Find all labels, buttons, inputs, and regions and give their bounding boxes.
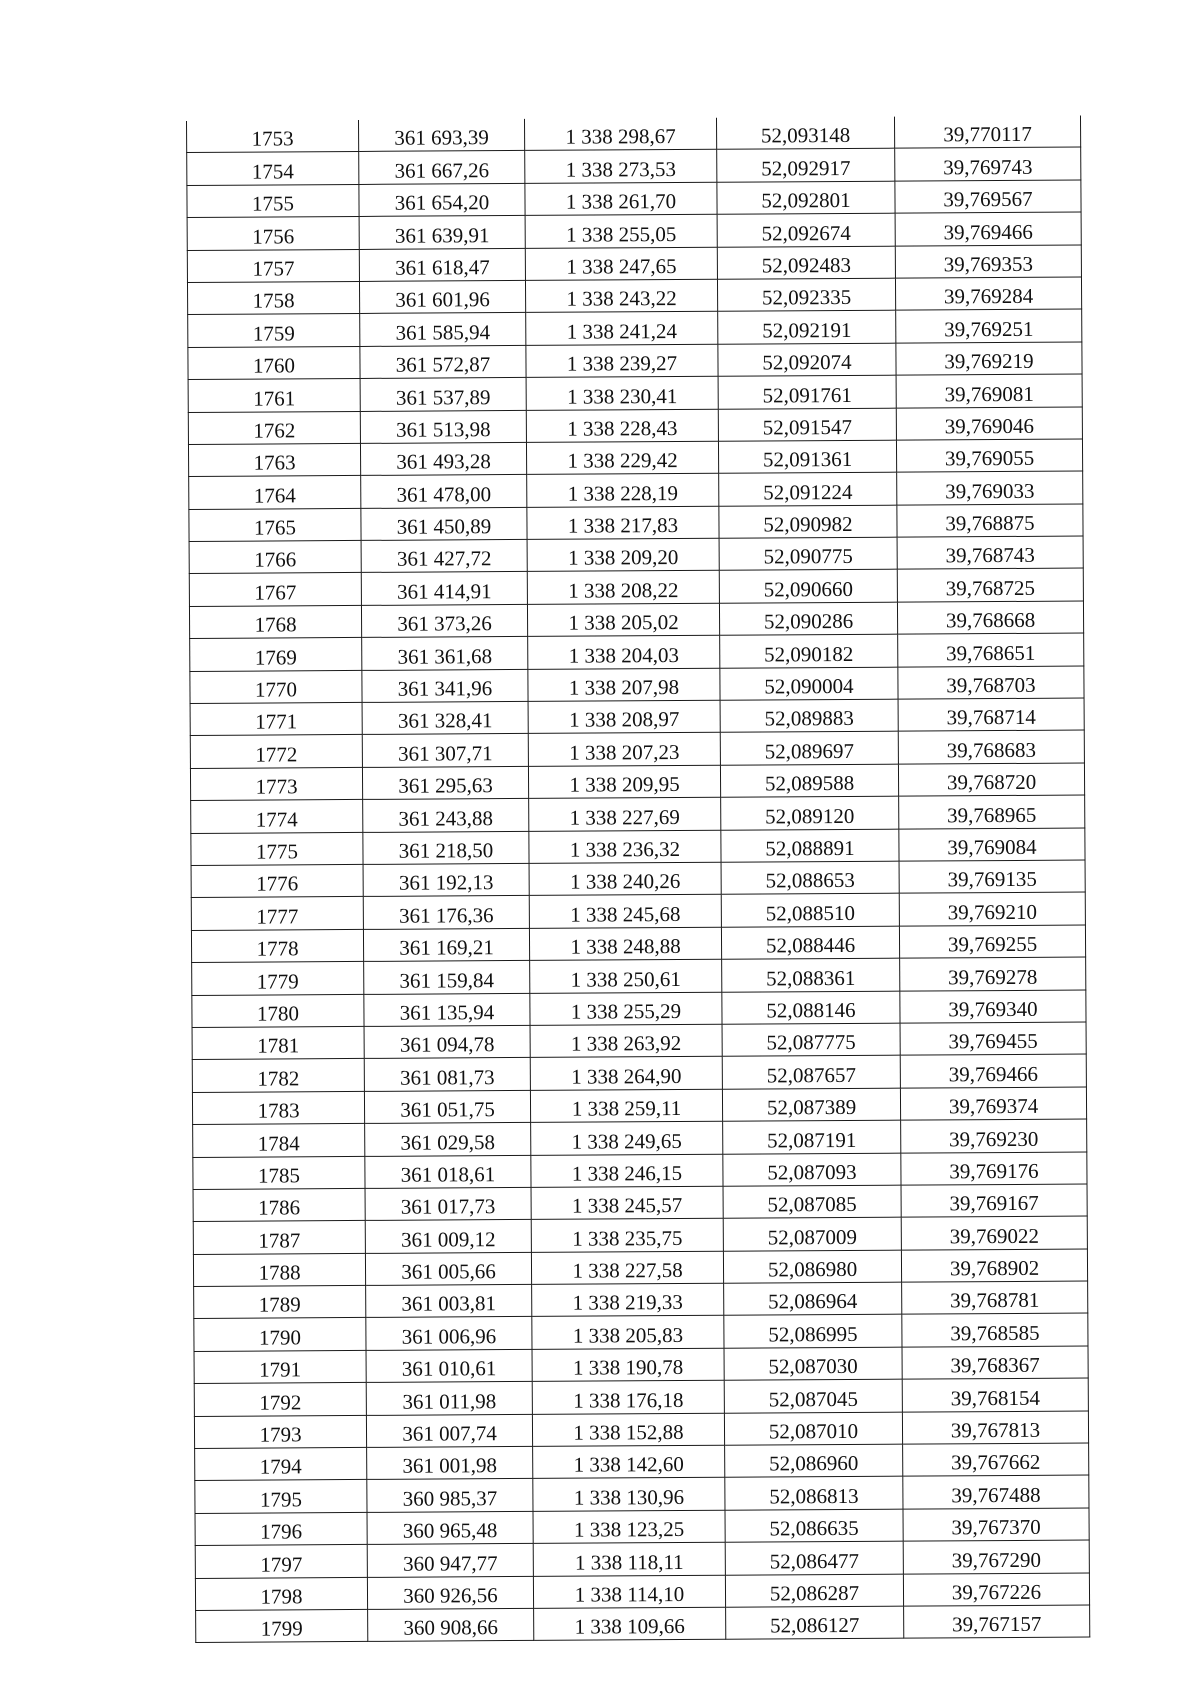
point-number-cell: 1776 <box>191 864 363 897</box>
latitude-cell: 52,088361 <box>722 958 900 991</box>
y-coordinate-cell: 1 338 273,53 <box>525 150 717 184</box>
x-coordinate-cell: 361 361,68 <box>362 637 528 670</box>
x-coordinate-cell: 361 585,94 <box>360 313 526 346</box>
longitude-cell: 39,770117 <box>894 116 1080 149</box>
point-number-cell: 1795 <box>195 1480 367 1513</box>
point-number-cell: 1796 <box>195 1512 367 1545</box>
longitude-cell: 39,767370 <box>903 1508 1089 1542</box>
latitude-cell: 52,091361 <box>718 440 896 473</box>
point-number-cell: 1768 <box>189 605 361 638</box>
y-coordinate-cell: 1 338 209,20 <box>527 538 719 572</box>
table-row <box>190 698 1084 736</box>
x-coordinate-cell: 361 192,13 <box>363 863 529 896</box>
y-coordinate-cell: 1 338 248,88 <box>529 927 721 961</box>
longitude-cell: 39,768743 <box>897 536 1083 570</box>
y-coordinate-cell: 1 338 130,96 <box>533 1478 725 1512</box>
y-coordinate-cell: 1 338 227,69 <box>529 797 721 831</box>
x-coordinate-cell: 361 017,73 <box>365 1187 531 1220</box>
table-row <box>193 1119 1087 1157</box>
latitude-cell: 52,092483 <box>717 246 895 279</box>
point-number-cell: 1760 <box>188 346 360 379</box>
x-coordinate-cell: 361 009,12 <box>365 1220 531 1253</box>
table-row <box>188 439 1082 477</box>
x-coordinate-cell: 361 341,96 <box>362 669 528 702</box>
latitude-cell: 52,086980 <box>723 1250 901 1283</box>
y-coordinate-cell: 1 338 217,83 <box>527 506 719 540</box>
point-number-cell: 1753 <box>186 120 358 153</box>
point-number-cell: 1774 <box>191 800 363 833</box>
latitude-cell: 52,087775 <box>722 1023 900 1056</box>
latitude-cell: 52,088510 <box>721 894 899 927</box>
longitude-cell: 39,769466 <box>900 1054 1086 1088</box>
latitude-cell: 52,092801 <box>717 181 895 214</box>
x-coordinate-cell: 361 159,84 <box>364 961 530 994</box>
y-coordinate-cell: 1 338 123,25 <box>533 1510 725 1544</box>
x-coordinate-cell: 361 176,36 <box>363 896 529 929</box>
y-coordinate-cell: 1 338 229,42 <box>526 441 718 475</box>
y-coordinate-cell: 1 338 261,70 <box>525 182 717 216</box>
table-row <box>193 1216 1087 1254</box>
table-row <box>196 1605 1090 1643</box>
latitude-cell: 52,092335 <box>717 278 895 311</box>
table-row <box>189 601 1083 639</box>
longitude-cell: 39,769022 <box>901 1216 1087 1250</box>
latitude-cell: 52,092191 <box>718 311 896 344</box>
x-coordinate-cell: 361 693,39 <box>358 119 524 152</box>
point-number-cell: 1767 <box>189 573 361 606</box>
point-number-cell: 1779 <box>192 962 364 995</box>
latitude-cell: 52,087009 <box>723 1217 901 1250</box>
y-coordinate-cell: 1 338 228,43 <box>526 409 718 443</box>
y-coordinate-cell: 1 338 247,65 <box>525 247 717 281</box>
x-coordinate-cell: 361 478,00 <box>361 475 527 508</box>
longitude-cell: 39,769219 <box>896 342 1082 376</box>
x-coordinate-cell: 361 654,20 <box>359 183 525 216</box>
point-number-cell: 1769 <box>190 638 362 671</box>
latitude-cell: 52,088891 <box>721 829 899 862</box>
longitude-cell: 39,768683 <box>898 730 1084 764</box>
longitude-cell: 39,769055 <box>896 439 1082 473</box>
table-row <box>187 245 1081 283</box>
point-number-cell: 1787 <box>193 1221 365 1254</box>
point-number-cell: 1790 <box>194 1318 366 1351</box>
point-number-cell: 1793 <box>194 1415 366 1448</box>
longitude-cell: 39,769567 <box>895 180 1081 214</box>
table-row <box>190 633 1084 671</box>
point-number-cell: 1791 <box>194 1350 366 1383</box>
latitude-cell: 52,086813 <box>725 1477 903 1510</box>
x-coordinate-cell: 361 007,74 <box>366 1414 532 1447</box>
point-number-cell: 1772 <box>190 735 362 768</box>
latitude-cell: 52,087030 <box>724 1347 902 1380</box>
longitude-cell: 39,767488 <box>903 1475 1089 1509</box>
y-coordinate-cell: 1 338 228,19 <box>527 474 719 508</box>
latitude-cell: 52,090775 <box>719 537 897 570</box>
y-coordinate-cell: 1 338 118,11 <box>533 1542 725 1576</box>
longitude-cell: 39,768367 <box>902 1346 1088 1380</box>
longitude-cell: 39,768902 <box>901 1249 1087 1283</box>
y-coordinate-cell: 1 338 209,95 <box>528 765 720 799</box>
table-row <box>193 1249 1087 1287</box>
y-coordinate-cell: 1 338 239,27 <box>526 344 718 378</box>
latitude-cell: 52,089697 <box>720 732 898 765</box>
y-coordinate-cell: 1 338 114,10 <box>533 1575 725 1609</box>
point-number-cell: 1761 <box>188 379 360 412</box>
point-number-cell: 1754 <box>187 152 359 185</box>
longitude-cell: 39,767662 <box>903 1443 1089 1477</box>
longitude-cell: 39,768703 <box>898 666 1084 700</box>
coordinates-table-body <box>186 116 1089 1643</box>
x-coordinate-cell: 361 169,21 <box>363 928 529 961</box>
x-coordinate-cell: 361 006,96 <box>366 1317 532 1350</box>
y-coordinate-cell: 1 338 208,97 <box>528 700 720 734</box>
table-row <box>194 1378 1088 1416</box>
table-row <box>193 1184 1087 1222</box>
x-coordinate-cell: 361 328,41 <box>362 701 528 734</box>
x-coordinate-cell: 360 908,66 <box>368 1608 534 1641</box>
longitude-cell: 39,768781 <box>902 1281 1088 1315</box>
point-number-cell: 1782 <box>192 1059 364 1092</box>
x-coordinate-cell: 361 667,26 <box>359 151 525 184</box>
point-number-cell: 1783 <box>192 1091 364 1124</box>
longitude-cell: 39,768965 <box>899 795 1085 829</box>
table-row <box>188 374 1082 412</box>
point-number-cell: 1780 <box>192 994 364 1027</box>
point-number-cell: 1765 <box>189 508 361 541</box>
latitude-cell: 52,086477 <box>725 1541 903 1574</box>
y-coordinate-cell: 1 338 259,11 <box>530 1089 722 1123</box>
x-coordinate-cell: 360 965,48 <box>367 1511 533 1544</box>
x-coordinate-cell: 361 003,81 <box>366 1284 532 1317</box>
point-number-cell: 1756 <box>187 217 359 250</box>
x-coordinate-cell: 361 001,98 <box>367 1446 533 1479</box>
table-row <box>187 212 1081 250</box>
latitude-cell: 52,090982 <box>719 505 897 538</box>
latitude-cell: 52,090286 <box>719 602 897 635</box>
longitude-cell: 39,767226 <box>903 1573 1089 1607</box>
latitude-cell: 52,086635 <box>725 1509 903 1542</box>
y-coordinate-cell: 1 338 208,22 <box>527 571 719 605</box>
point-number-cell: 1764 <box>189 476 361 509</box>
y-coordinate-cell: 1 338 152,88 <box>532 1413 724 1447</box>
longitude-cell: 39,769455 <box>900 1022 1086 1056</box>
table-row <box>188 309 1082 347</box>
x-coordinate-cell: 361 572,87 <box>360 345 526 378</box>
y-coordinate-cell: 1 338 142,60 <box>533 1445 725 1479</box>
longitude-cell: 39,768720 <box>898 763 1084 797</box>
coordinates-table <box>186 116 1090 1644</box>
point-number-cell: 1766 <box>189 541 361 574</box>
latitude-cell: 52,086287 <box>725 1574 903 1607</box>
point-number-cell: 1788 <box>193 1253 365 1286</box>
y-coordinate-cell: 1 338 240,26 <box>529 862 721 896</box>
x-coordinate-cell: 361 018,61 <box>365 1155 531 1188</box>
x-coordinate-cell: 361 307,71 <box>362 734 528 767</box>
y-coordinate-cell: 1 338 235,75 <box>531 1219 723 1253</box>
y-coordinate-cell: 1 338 255,05 <box>525 214 717 248</box>
y-coordinate-cell: 1 338 204,03 <box>528 635 720 669</box>
latitude-cell: 52,088146 <box>722 991 900 1024</box>
latitude-cell: 52,093148 <box>716 117 894 150</box>
latitude-cell: 52,086960 <box>725 1444 903 1477</box>
x-coordinate-cell: 361 094,78 <box>364 1025 530 1058</box>
longitude-cell: 39,767157 <box>904 1605 1090 1639</box>
table-row <box>194 1346 1088 1384</box>
latitude-cell: 52,087093 <box>723 1153 901 1186</box>
table-row <box>194 1313 1088 1351</box>
x-coordinate-cell: 360 947,77 <box>367 1544 533 1577</box>
table-row <box>195 1540 1089 1578</box>
longitude-cell: 39,769046 <box>896 407 1082 441</box>
x-coordinate-cell: 361 618,47 <box>359 248 525 281</box>
point-number-cell: 1799 <box>196 1609 368 1642</box>
longitude-cell: 39,769167 <box>901 1184 1087 1218</box>
longitude-cell: 39,769278 <box>900 957 1086 991</box>
y-coordinate-cell: 1 338 205,83 <box>532 1316 724 1350</box>
latitude-cell: 52,087085 <box>723 1185 901 1218</box>
y-coordinate-cell: 1 338 243,22 <box>525 279 717 313</box>
y-coordinate-cell: 1 338 250,61 <box>530 959 722 993</box>
x-coordinate-cell: 361 081,73 <box>364 1058 530 1091</box>
point-number-cell: 1784 <box>193 1124 365 1157</box>
point-number-cell: 1792 <box>194 1383 366 1416</box>
table-row <box>187 147 1081 185</box>
table-row <box>195 1508 1089 1546</box>
latitude-cell: 52,089120 <box>721 796 899 829</box>
y-coordinate-cell: 1 338 207,98 <box>528 668 720 702</box>
longitude-cell: 39,768714 <box>898 698 1084 732</box>
latitude-cell: 52,087010 <box>724 1412 902 1445</box>
table-row <box>192 1054 1086 1092</box>
longitude-cell: 39,769251 <box>896 309 1082 343</box>
table-row <box>187 180 1081 218</box>
point-number-cell: 1763 <box>188 443 360 476</box>
longitude-cell: 39,769353 <box>895 245 1081 279</box>
y-coordinate-cell: 1 338 241,24 <box>526 312 718 346</box>
point-number-cell: 1762 <box>188 411 360 444</box>
latitude-cell: 52,087657 <box>722 1055 900 1088</box>
point-number-cell: 1758 <box>187 281 359 314</box>
x-coordinate-cell: 361 493,28 <box>360 442 526 475</box>
y-coordinate-cell: 1 338 298,67 <box>524 118 716 151</box>
y-coordinate-cell: 1 338 219,33 <box>532 1283 724 1317</box>
x-coordinate-cell: 361 373,26 <box>361 604 527 637</box>
table-row <box>191 925 1085 963</box>
latitude-cell: 52,090660 <box>719 570 897 603</box>
table-row <box>190 730 1084 768</box>
x-coordinate-cell: 360 985,37 <box>367 1479 533 1512</box>
table-row <box>189 504 1083 542</box>
x-coordinate-cell: 361 450,89 <box>361 507 527 540</box>
point-number-cell: 1794 <box>195 1447 367 1480</box>
y-coordinate-cell: 1 338 246,15 <box>531 1154 723 1188</box>
longitude-cell: 39,768585 <box>902 1313 1088 1347</box>
y-coordinate-cell: 1 338 263,92 <box>530 1024 722 1058</box>
table-row <box>191 860 1085 898</box>
longitude-cell: 39,769466 <box>895 212 1081 246</box>
longitude-cell: 39,769210 <box>899 892 1085 926</box>
table-row <box>194 1411 1088 1449</box>
table-row <box>191 828 1085 866</box>
longitude-cell: 39,768668 <box>897 601 1083 635</box>
y-coordinate-cell: 1 338 190,78 <box>532 1348 724 1382</box>
point-number-cell: 1777 <box>191 897 363 930</box>
x-coordinate-cell: 361 427,72 <box>361 540 527 573</box>
point-number-cell: 1786 <box>193 1188 365 1221</box>
table-row <box>193 1152 1087 1190</box>
latitude-cell: 52,090004 <box>720 667 898 700</box>
longitude-cell: 39,769033 <box>897 471 1083 505</box>
y-coordinate-cell: 1 338 255,29 <box>530 992 722 1026</box>
y-coordinate-cell: 1 338 264,90 <box>530 1057 722 1091</box>
x-coordinate-cell: 361 011,98 <box>366 1382 532 1415</box>
point-number-cell: 1757 <box>187 249 359 282</box>
x-coordinate-cell: 361 639,91 <box>359 216 525 249</box>
point-number-cell: 1770 <box>190 670 362 703</box>
longitude-cell: 39,769743 <box>895 147 1081 181</box>
x-coordinate-cell: 361 295,63 <box>362 766 528 799</box>
y-coordinate-cell: 1 338 227,58 <box>531 1251 723 1285</box>
x-coordinate-cell: 361 051,75 <box>364 1090 530 1123</box>
longitude-cell: 39,769135 <box>899 860 1085 894</box>
point-number-cell: 1789 <box>194 1285 366 1318</box>
table-row <box>195 1443 1089 1481</box>
latitude-cell: 52,090182 <box>720 634 898 667</box>
table-row <box>192 957 1086 995</box>
x-coordinate-cell: 361 005,66 <box>365 1252 531 1285</box>
latitude-cell: 52,089588 <box>720 764 898 797</box>
latitude-cell: 52,086995 <box>724 1315 902 1348</box>
y-coordinate-cell: 1 338 109,66 <box>534 1607 726 1641</box>
longitude-cell: 39,769255 <box>899 925 1085 959</box>
longitude-cell: 39,769374 <box>900 1087 1086 1121</box>
latitude-cell: 52,087389 <box>722 1088 900 1121</box>
x-coordinate-cell: 361 537,89 <box>360 378 526 411</box>
y-coordinate-cell: 1 338 245,57 <box>531 1186 723 1220</box>
latitude-cell: 52,086964 <box>724 1282 902 1315</box>
table-row <box>189 568 1083 606</box>
x-coordinate-cell: 361 513,98 <box>360 410 526 443</box>
x-coordinate-cell: 361 010,61 <box>366 1349 532 1382</box>
longitude-cell: 39,767290 <box>903 1540 1089 1574</box>
longitude-cell: 39,769284 <box>895 277 1081 311</box>
table-row <box>188 342 1082 380</box>
latitude-cell: 52,092074 <box>718 343 896 376</box>
longitude-cell: 39,769084 <box>899 828 1085 862</box>
latitude-cell: 52,091224 <box>719 472 897 505</box>
longitude-cell: 39,768875 <box>897 504 1083 538</box>
x-coordinate-cell: 361 601,96 <box>359 280 525 313</box>
table-row <box>192 990 1086 1028</box>
latitude-cell: 52,087045 <box>724 1379 902 1412</box>
longitude-cell: 39,768651 <box>898 633 1084 667</box>
point-number-cell: 1798 <box>195 1577 367 1610</box>
table-row <box>189 536 1083 574</box>
latitude-cell: 52,087191 <box>723 1120 901 1153</box>
latitude-cell: 52,088653 <box>721 861 899 894</box>
longitude-cell: 39,769340 <box>900 990 1086 1024</box>
longitude-cell: 39,769081 <box>896 374 1082 408</box>
y-coordinate-cell: 1 338 245,68 <box>529 895 721 929</box>
point-number-cell: 1771 <box>190 702 362 735</box>
y-coordinate-cell: 1 338 207,23 <box>528 733 720 767</box>
x-coordinate-cell: 360 926,56 <box>367 1576 533 1609</box>
longitude-cell: 39,767813 <box>902 1411 1088 1445</box>
y-coordinate-cell: 1 338 230,41 <box>526 376 718 410</box>
table-row <box>189 471 1083 509</box>
longitude-cell: 39,769176 <box>901 1152 1087 1186</box>
latitude-cell: 52,089883 <box>720 699 898 732</box>
y-coordinate-cell: 1 338 236,32 <box>529 830 721 864</box>
latitude-cell: 52,091761 <box>718 375 896 408</box>
x-coordinate-cell: 361 135,94 <box>364 993 530 1026</box>
longitude-cell: 39,768725 <box>897 568 1083 602</box>
point-number-cell: 1781 <box>192 1026 364 1059</box>
table-row <box>192 1087 1086 1125</box>
table-row <box>194 1281 1088 1319</box>
latitude-cell: 52,088446 <box>721 926 899 959</box>
point-number-cell: 1759 <box>188 314 360 347</box>
table-row <box>187 277 1081 315</box>
table-row <box>192 1022 1086 1060</box>
x-coordinate-cell: 361 029,58 <box>365 1123 531 1156</box>
table-row <box>195 1573 1089 1611</box>
latitude-cell: 52,092674 <box>717 213 895 246</box>
y-coordinate-cell: 1 338 205,02 <box>527 603 719 637</box>
point-number-cell: 1797 <box>195 1545 367 1578</box>
table-row <box>188 407 1082 445</box>
table-row <box>190 763 1084 801</box>
latitude-cell: 52,086127 <box>726 1606 904 1639</box>
longitude-cell: 39,769230 <box>901 1119 1087 1153</box>
y-coordinate-cell: 1 338 249,65 <box>531 1121 723 1155</box>
table-row <box>191 892 1085 930</box>
point-number-cell: 1775 <box>191 832 363 865</box>
table-row <box>190 666 1084 704</box>
x-coordinate-cell: 361 243,88 <box>363 799 529 832</box>
longitude-cell: 39,768154 <box>902 1378 1088 1412</box>
latitude-cell: 52,092917 <box>717 149 895 182</box>
point-number-cell: 1755 <box>187 184 359 217</box>
latitude-cell: 52,091547 <box>718 408 896 441</box>
x-coordinate-cell: 361 414,91 <box>361 572 527 605</box>
point-number-cell: 1773 <box>190 767 362 800</box>
table-row <box>195 1475 1089 1513</box>
point-number-cell: 1778 <box>191 929 363 962</box>
y-coordinate-cell: 1 338 176,18 <box>532 1380 724 1414</box>
x-coordinate-cell: 361 218,50 <box>363 831 529 864</box>
point-number-cell: 1785 <box>193 1156 365 1189</box>
table-row <box>191 795 1085 833</box>
